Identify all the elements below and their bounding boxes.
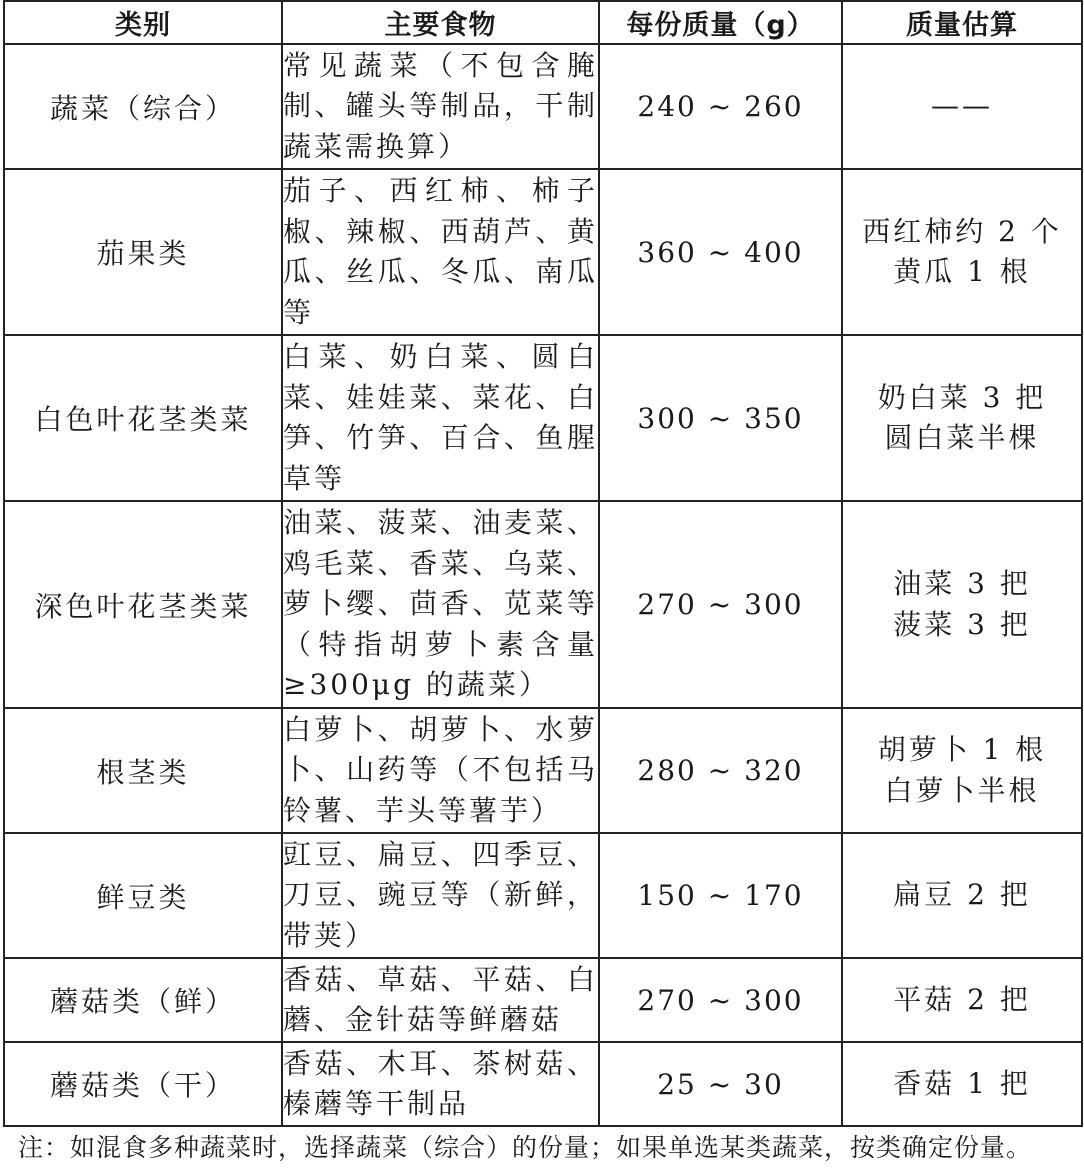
row-weight: 150 ~ 170 — [599, 833, 842, 958]
row-foods: 常见蔬菜（不包含腌制、罐头等制品，干制蔬菜需换算） — [282, 44, 599, 169]
row-foods: 白菜、奶白菜、圆白菜、娃娃菜、菜花、白笋、竹笋、百合、鱼腥草等 — [282, 335, 599, 501]
estimate-line: 黄瓜 1 根 — [893, 255, 1031, 288]
row-estimate — [842, 501, 1082, 708]
table-row — [4, 958, 1082, 1042]
row-category: 白色叶花茎类菜 — [4, 335, 282, 501]
row-category: 根茎类 — [4, 708, 282, 833]
table-row — [4, 501, 1082, 708]
estimate-line: 油菜 3 把 — [893, 567, 1031, 600]
row-foods: 豇豆、扁豆、四季豆、刀豆、豌豆等（新鲜，带荚） — [282, 833, 599, 958]
row-foods: 香菇、草菇、平菇、白蘑、金针菇等鲜蘑菇 — [282, 958, 599, 1042]
table-row — [4, 1042, 1082, 1126]
row-category: 蘑菇类（干） — [4, 1042, 282, 1126]
row-estimate — [842, 44, 1082, 169]
estimate-line: 奶白菜 3 把 — [877, 380, 1047, 414]
estimate-line: —— — [931, 89, 993, 123]
estimate-line: 香菇 1 把 — [893, 1066, 1031, 1100]
row-category: 鲜豆类 — [4, 833, 282, 958]
row-estimate — [842, 335, 1082, 501]
estimate-line: 圆白菜半棵 — [884, 421, 1040, 454]
row-weight: 280 ~ 320 — [599, 708, 842, 833]
row-estimate — [842, 708, 1082, 833]
row-weight: 270 ~ 300 — [599, 958, 842, 1042]
estimate-line: 白萝卜半根 — [884, 773, 1040, 807]
footnote: 注：如混食多种蔬菜时，选择蔬菜（综合）的份量；如果单选某类蔬菜，按类确定份量。 — [18, 1133, 1033, 1162]
header-row — [4, 1, 1082, 44]
row-weight: 270 ~ 300 — [599, 501, 842, 708]
table-row — [4, 44, 1082, 169]
vegetable-portion-table — [3, 0, 1083, 1127]
estimate-line: 胡萝卜 1 根 — [877, 733, 1047, 766]
row-category: 茄果类 — [4, 169, 282, 335]
header-portion-weight: 每份质量（g） — [599, 1, 842, 44]
table-row — [4, 169, 1082, 335]
row-foods: 白萝卜、胡萝卜、水萝卜、山药等（不包括马铃薯、芋头等薯芋） — [282, 708, 599, 833]
table-row — [4, 335, 1082, 501]
row-weight: 25 ~ 30 — [599, 1042, 842, 1126]
row-estimate — [842, 169, 1082, 335]
header-weight-estimate: 质量估算 — [842, 1, 1082, 44]
table-row — [4, 708, 1082, 833]
row-estimate — [842, 833, 1082, 958]
estimate-line: 西红柿约 2 个 — [862, 214, 1062, 248]
row-foods: 香菇、木耳、茶树菇、榛蘑等干制品 — [282, 1042, 599, 1126]
row-category: 深色叶花茎类菜 — [4, 501, 282, 708]
row-estimate — [842, 958, 1082, 1042]
estimate-line: 平菇 2 把 — [893, 982, 1031, 1016]
row-weight: 240 ~ 260 — [599, 44, 842, 169]
table-row — [4, 833, 1082, 958]
row-weight: 360 ~ 400 — [599, 169, 842, 335]
header-main-foods: 主要食物 — [282, 1, 599, 44]
estimate-line: 扁豆 2 把 — [893, 878, 1031, 912]
header-category: 类别 — [4, 1, 282, 44]
estimate-line: 菠菜 3 把 — [893, 607, 1031, 641]
row-category: 蔬菜（综合） — [4, 44, 282, 169]
row-estimate — [842, 1042, 1082, 1126]
row-foods: 茄子、西红柿、柿子椒、辣椒、西葫芦、黄瓜、丝瓜、冬瓜、南瓜等 — [282, 169, 599, 335]
row-category: 蘑菇类（鲜） — [4, 958, 282, 1042]
row-foods: 油菜、菠菜、油麦菜、鸡毛菜、香菜、乌菜、萝卜缨、茴香、苋菜等（特指胡萝卜素含量≥300μg 的蔬菜） — [282, 501, 599, 708]
row-weight: 300 ~ 350 — [599, 335, 842, 501]
